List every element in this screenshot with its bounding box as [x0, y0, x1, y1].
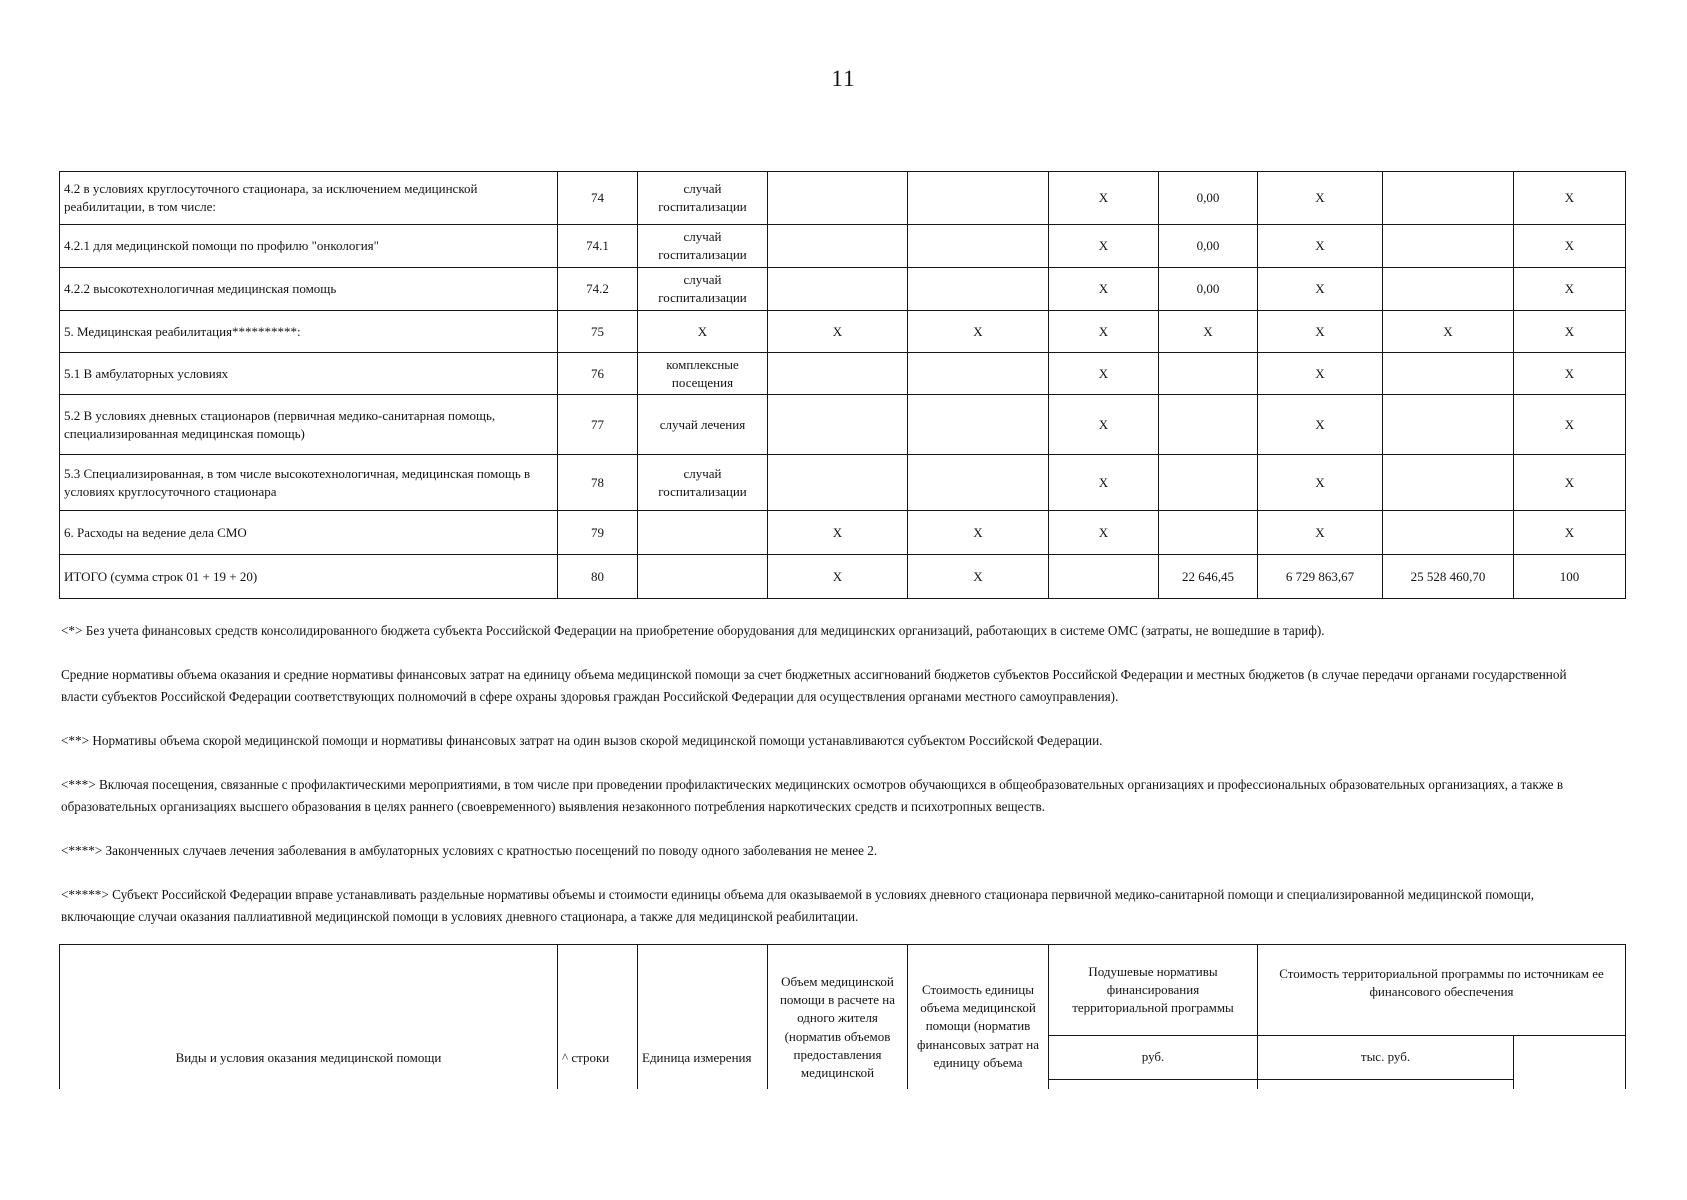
table-row: [60, 268, 1626, 311]
line-number: 74.1: [558, 225, 638, 268]
cost-oms-cell: X: [1383, 311, 1514, 353]
table-row: [60, 555, 1626, 599]
percapita-oms-cell: 0,00: [1159, 172, 1258, 225]
line-number: 74.2: [558, 268, 638, 311]
header-types: Виды и условия оказания медицинской помощи: [60, 945, 558, 1080]
table-row: [60, 455, 1626, 511]
header-tail: [1514, 1079, 1626, 1089]
percent-cell: X: [1514, 395, 1626, 455]
cost-budget-cell: X: [1258, 353, 1383, 395]
footnote: <****> Законченных случаев лечения заболевания в амбулаторных условиях с кратностью посещений по поводу одного заболевания не менее 2.: [61, 843, 878, 858]
percent-cell: X: [1514, 311, 1626, 353]
header-tail: [60, 1079, 558, 1089]
header-tail: [638, 1079, 768, 1089]
volume-cell: X: [768, 511, 908, 555]
volume-cell: X: [768, 555, 908, 599]
header-line: ^ строки: [558, 945, 638, 1080]
percapita-budget-cell: X: [1049, 225, 1159, 268]
footnote: <*> Без учета финансовых средств консолидированного бюджета субъекта Российской Федерации на приобретение оборудования для медицинских организаций, работающих в системе ОМС (затраты, не вошедшие в тариф).: [61, 623, 1325, 638]
row-label: 5. Медицинская реабилитация**********:: [60, 311, 558, 353]
table-row: [60, 511, 1626, 555]
cost-oms-cell: [1383, 353, 1514, 395]
percapita-oms-cell: [1159, 511, 1258, 555]
percapita-budget-cell: X: [1049, 395, 1159, 455]
percapita-oms-cell: 0,00: [1159, 225, 1258, 268]
percapita-oms-cell: 22 646,45: [1159, 555, 1258, 599]
header-cost-text: Стоимость единицы объема медицинской помощи (норматив финансовых затрат на единицу объема: [917, 982, 1039, 1070]
table-row: [60, 353, 1626, 395]
volume-cell: X: [768, 311, 908, 353]
table-row: [60, 225, 1626, 268]
volume-cell: [768, 225, 908, 268]
footnote: <**> Нормативы объема скорой медицинской помощи и нормативы финансовых затрат на один вызов скорой медицинской помощи устанавливаются субъектом Российской Федерации.: [61, 733, 1103, 748]
unit-cell: случай госпитализации: [638, 225, 768, 268]
percapita-oms-cell: [1159, 395, 1258, 455]
volume-cell: [768, 455, 908, 511]
row-label: 5.1 В амбулаторных условиях: [60, 353, 558, 395]
percapita-budget-cell: X: [1049, 353, 1159, 395]
footnote: <***> Включая посещения, связанные с профилактическими мероприятиями, в том числе при проведении профилактических медицинских осмотров обучающихся в общеобразовательных организациях и профессиональных образовательных организациях, а также в образовательных организациях высшего образования в целях раннего (своевременного) выявления незаконного потребления наркотических средств и психотропных веществ.: [61, 777, 1564, 814]
header-volume-text: Объем медицинской помощи в расчете на одного жителя (норматив объемов предоставления медицинской: [779, 974, 896, 1079]
table-row: [60, 311, 1626, 353]
volume-cell: [768, 268, 908, 311]
cost-cell: [908, 455, 1049, 511]
unit-cell: [638, 511, 768, 555]
cost-budget-cell: X: [1258, 311, 1383, 353]
line-number: 79: [558, 511, 638, 555]
percent-cell: X: [1514, 225, 1626, 268]
percapita-budget-cell: X: [1049, 311, 1159, 353]
row-label: ИТОГО (сумма строк 01 + 19 + 20): [60, 555, 558, 599]
line-number: 74: [558, 172, 638, 225]
percapita-budget-cell: X: [1049, 455, 1159, 511]
cost-cell: [908, 395, 1049, 455]
percent-cell: X: [1514, 353, 1626, 395]
header-table: [59, 944, 1626, 1089]
cost-budget-cell: X: [1258, 511, 1383, 555]
cost-oms-cell: [1383, 395, 1514, 455]
header-volume: [768, 945, 908, 1080]
percapita-oms-cell: [1159, 455, 1258, 511]
table-row: [60, 395, 1626, 455]
percapita-budget-cell: X: [1049, 172, 1159, 225]
line-number: 75: [558, 311, 638, 353]
header-tail: [1258, 1079, 1514, 1089]
cost-budget-cell: X: [1258, 172, 1383, 225]
row-label: 4.2.1 для медицинской помощи по профилю "онкология": [60, 225, 558, 268]
cost-cell: X: [908, 311, 1049, 353]
row-label: 4.2 в условиях круглосуточного стационара, за исключением медицинской реабилитации, в том числе:: [60, 172, 558, 225]
main-table: [59, 171, 1626, 599]
row-label: 4.2.2 высокотехнологичная медицинская помощь: [60, 268, 558, 311]
cost-cell: [908, 172, 1049, 225]
header-unit: Единица измерения: [638, 945, 768, 1080]
percent-cell: X: [1514, 455, 1626, 511]
percapita-oms-cell: 0,00: [1159, 268, 1258, 311]
cost-oms-cell: [1383, 225, 1514, 268]
volume-cell: [768, 395, 908, 455]
cost-cell: X: [908, 511, 1049, 555]
cost-cell: [908, 225, 1049, 268]
percapita-oms-cell: [1159, 353, 1258, 395]
cost-budget-cell: X: [1258, 268, 1383, 311]
header-total: Стоимость территориальной программы по источникам ее финансового обеспечения: [1258, 945, 1626, 1036]
cost-oms-cell: 25 528 460,70: [1383, 555, 1514, 599]
header-tail: [1049, 1079, 1258, 1089]
cost-oms-cell: [1383, 455, 1514, 511]
header-unit-thous-rub: тыс. руб.: [1258, 1036, 1514, 1079]
percent-cell: X: [1514, 172, 1626, 225]
header-tail: [768, 1079, 908, 1089]
line-number: 80: [558, 555, 638, 599]
header-percapita: Подушевые нормативы финансирования территориальной программы: [1049, 945, 1258, 1036]
row-label: 6. Расходы на ведение дела СМО: [60, 511, 558, 555]
cost-oms-cell: [1383, 172, 1514, 225]
row-label: 5.2 В условиях дневных стационаров (первичная медико-санитарная помощь, специализированная медицинская помощь): [60, 395, 558, 455]
percapita-oms-cell: X: [1159, 311, 1258, 353]
cost-budget-cell: X: [1258, 455, 1383, 511]
footnote: Средние нормативы объема оказания и средние нормативы финансовых затрат на единицу объема медицинской помощи за счет бюджетных ассигнований бюджетов субъектов Российской Федерации и местных бюджетов (в случае передачи органами государственной власти субъектов Российской Федерации соответствующих полномочий в сфере охраны здоровья граждан Российской Федерации для осуществления органами местного самоуправления).: [61, 667, 1567, 704]
header-unit-rub: руб.: [1049, 1036, 1258, 1079]
table-row: [60, 172, 1626, 225]
line-number: 76: [558, 353, 638, 395]
cost-budget-cell: 6 729 863,67: [1258, 555, 1383, 599]
percapita-budget-cell: X: [1049, 511, 1159, 555]
cost-cell: [908, 268, 1049, 311]
cost-cell: [908, 353, 1049, 395]
volume-cell: [768, 172, 908, 225]
line-number: 77: [558, 395, 638, 455]
header-tail: [558, 1079, 638, 1089]
unit-cell: случай госпитализации: [638, 268, 768, 311]
cost-cell: X: [908, 555, 1049, 599]
volume-cell: [768, 353, 908, 395]
unit-cell: случай госпитализации: [638, 172, 768, 225]
cost-budget-cell: X: [1258, 395, 1383, 455]
percent-cell: 100: [1514, 555, 1626, 599]
percapita-budget-cell: X: [1049, 268, 1159, 311]
unit-cell: комплексные посещения: [638, 353, 768, 395]
unit-cell: случай госпитализации: [638, 455, 768, 511]
footnote: <*****> Субъект Российской Федерации вправе устанавливать раздельные нормативы объемы и стоимости единицы объема для оказываемой в условиях дневного стационара первичной медико-санитарной помощи и специализированной медицинской помощи, включающие случаи оказания паллиативной медицинской помощи в условиях дневного стационара, а также для медицинской реабилитации.: [61, 887, 1535, 924]
cost-oms-cell: [1383, 268, 1514, 311]
header-empty-cell: [1514, 1036, 1626, 1079]
unit-cell: [638, 555, 768, 599]
row-label: 5.3 Специализированная, в том числе высокотехнологичная, медицинская помощь в условиях круглосуточного стационара: [60, 455, 558, 511]
unit-cell: случай лечения: [638, 395, 768, 455]
percent-cell: X: [1514, 511, 1626, 555]
percapita-budget-cell: [1049, 555, 1159, 599]
cost-budget-cell: X: [1258, 225, 1383, 268]
page-number: 11: [831, 66, 856, 91]
header-tail: [908, 1079, 1049, 1089]
header-cost: [908, 945, 1049, 1080]
unit-cell: X: [638, 311, 768, 353]
percent-cell: X: [1514, 268, 1626, 311]
line-number: 78: [558, 455, 638, 511]
cost-oms-cell: [1383, 511, 1514, 555]
